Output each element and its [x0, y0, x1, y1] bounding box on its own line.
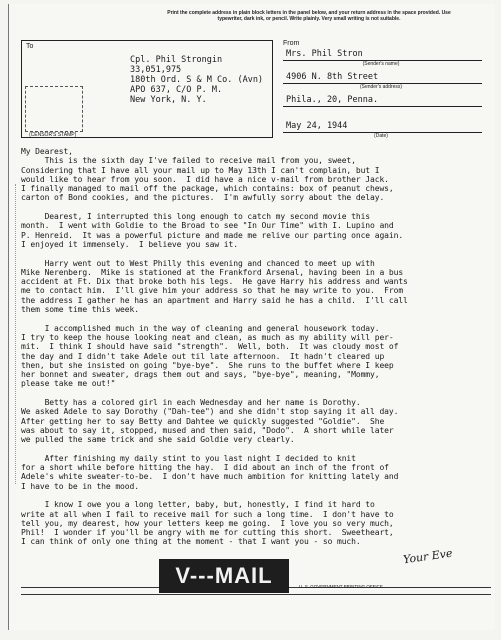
handwritten-signature: Your Eve: [402, 546, 454, 567]
letter-date: May 24, 1944: [283, 120, 482, 133]
censor-stamp-label: (CENSOR'S STAMP): [29, 132, 77, 138]
printing-office-note: U. S. GOVERNMENT PRINTING OFFICE: [299, 584, 383, 589]
from-label: From: [283, 40, 300, 47]
sender-name: Mrs. Phil Stron: [283, 48, 482, 61]
form-instructions: Print the complete address in plain block letters in the panel below, and your return address in the space provided. Use typewriter, dark ink, or pencil. Write plainly. Very small writing is not suitable.: [167, 10, 451, 22]
recipient-line: APO 637, C/O P. M.: [130, 85, 223, 95]
sender-area: [283, 40, 483, 140]
letter-body: My Dearest, This is the sixth day I've failed to receive mail from you, sweet, Considering that I have all your mail up to May 13th I can't complain, but I would like to hear from you soon. I did have a nice v-mail from brother Jack. I finally managed to mail off the package, which contains: box of peanut chews, carton of Bond cookies, and the pictures. I'm awfully sorry about the delay. Dearest, I interrupted this long enough to catch my second movie this month. I went with Goldie to the Broad to see "In Our Time" with I. Lupino and P. Henreid. It was a powerful picture and made me relive our parting once again. I enjoyed it immensely. I believe you saw it. Harry went out to West Philly this evening and chanced to meet up with Mike Nerenberg. Mike is stationed at the Frankford Arsenal, having been in a bus accident at Ft. Dix that broke both his legs. He gave Harry his address and wants me to contact him. I'll give him your address so that he may write to you. From the address I gather he has an apartment and Harry said he has a child. I'll call them some time this week. I accomplished much in the way of cleaning and general housework today. I try to keep the house looking neat and clean, as much as my ability will per- mit. I think I should have said "strength". Well, both. It was cloudy most of the day and I didn't take Adele out til late afternoon. It hadn't cleared up then, but she insisted on going "bye-bye". She runs to the buffet where I keep her bonnet and sweater, drags them out and says, "bye-bye", meaning, "Mommy, please take me out!" Betty has a colored girl in each Wednesday and her name is Dorothy. We asked Adele to say Dorothy ("Dah-tee") and she didn't stop saying it all day. After getting her to say Betty and Dahtee we quickly suggested "Goldie". She was about to say it, stopped, mused and then said, "Dodo". A short while later we pulled the same trick and she said Goldie very clearly. After finishing my daily stint to you last night I decided to knit for a short while before hitting the hay. I did about an inch of the front of Adele's white sweater-to-be. I don't have much ambition for knitting lately and I have to be in the mood. I know I owe you a long letter, baby, but, honestly, I find it hard to write at all when I fail to receive mail for such a long time. I don't have to tell you, my dearest, how your letters keep me going. I love you so very much, Phil! I wonder if you'll be angry with me for cutting this short. Sweetheart, I can think of only one thing at the moment - that I want you - so much.: [21, 147, 408, 547]
sender-address-caption: (Sender's address): [359, 84, 403, 90]
sender-city: Phila., 20, Penna.: [283, 94, 482, 107]
date-caption: (Date): [374, 133, 388, 139]
recipient-line: Cpl. Phil Strongin: [130, 55, 223, 65]
censor-stamp-box: [25, 86, 83, 132]
vmail-sheet: [8, 4, 495, 630]
recipient-line: New York, N. Y.: [130, 95, 207, 105]
sender-address: 4906 N. 8th Street: [283, 71, 482, 84]
recipient-line: 180th Ord. S & M Co. (Avn): [130, 75, 264, 85]
vmail-logo: V---MAIL: [159, 559, 289, 593]
to-label: To: [26, 43, 34, 50]
sender-name-caption: (Sender's name): [362, 61, 400, 67]
recipient-line: 33,051,975: [130, 65, 182, 75]
recipient-address: [130, 55, 263, 105]
sheet-margin: [9, 184, 16, 484]
